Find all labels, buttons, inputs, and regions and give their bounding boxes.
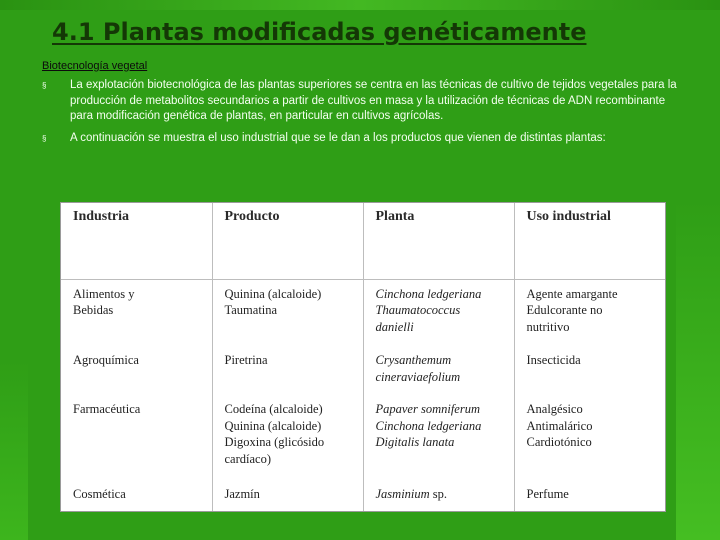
table xyxy=(61,203,665,511)
cell-line: Bebidas xyxy=(73,303,114,317)
cell-line: Jasminium xyxy=(375,487,430,501)
cell-planta xyxy=(363,395,514,480)
bullet-list xyxy=(42,78,682,152)
cell-uso xyxy=(514,480,665,511)
cell-industria xyxy=(61,279,212,346)
table-row xyxy=(61,395,665,480)
cell-line: Quinina (alcaloide) xyxy=(224,286,322,301)
cell-line: Agente amargante xyxy=(526,286,618,301)
cell-line: Analgésico xyxy=(526,402,583,417)
cell-industria xyxy=(61,395,212,480)
cell-planta xyxy=(363,346,514,395)
cell-line: Digoxina (glicósido xyxy=(224,435,325,450)
cell-line: Taumatina xyxy=(224,303,278,317)
section-heading: Biotecnología vegetal xyxy=(42,60,148,72)
bullet-item-1 xyxy=(42,78,682,125)
cell-line: danielli xyxy=(375,319,414,334)
header-planta: Planta xyxy=(363,203,514,279)
bullet-marker: § xyxy=(42,133,47,143)
cell-line: cineraviaefolium xyxy=(375,369,461,384)
cell-uso xyxy=(514,279,665,346)
bullet-item-2 xyxy=(42,131,682,147)
table-row xyxy=(61,346,665,395)
cell-producto xyxy=(212,279,363,346)
cell-line: Alimentos y xyxy=(73,286,135,301)
background-stripe-right xyxy=(676,200,720,540)
cell-line: Papaver somniferum xyxy=(375,402,480,417)
cell-line: Agroquímica xyxy=(73,353,139,368)
slide-title: 4.1 Plantas modificadas genéticamente xyxy=(52,18,587,46)
cell-line: Cosmética xyxy=(73,487,126,501)
cell-line: Edulcorante no xyxy=(526,303,603,317)
table-row xyxy=(61,279,665,346)
cell-producto xyxy=(212,346,363,395)
cell-line: nutritivo xyxy=(526,319,570,334)
cell-producto xyxy=(212,480,363,511)
cell-line: Cinchona ledgeriana xyxy=(375,418,482,433)
cell-producto xyxy=(212,395,363,480)
cell-line: Digitalis lanata xyxy=(375,435,455,450)
cell-industria xyxy=(61,346,212,395)
cell-line: Cinchona ledgeriana xyxy=(375,286,482,301)
bullet-text: A continuación se muestra el uso industrial que se le dan a los productos que vienen de distintas plantas: xyxy=(70,131,606,144)
cell-line: Crysanthemum xyxy=(375,353,452,368)
bullet-text: La explotación biotecnológica de las plantas superiores se centra en las técnicas de cultivo de tejidos vegetales para la producción de metabolitos secundarios a partir de cultivos en masa y la utilización de técnicas de ADN recombinante para modificación genética de plantas, en particular en cultivos agrícolas. xyxy=(70,79,677,122)
cell-uso xyxy=(514,346,665,395)
table-header-row xyxy=(61,203,665,279)
table-row xyxy=(61,480,665,511)
bullet-marker: § xyxy=(42,81,47,90)
industrial-use-table xyxy=(60,202,666,512)
header-industria: Industria xyxy=(61,203,212,279)
cell-line: Jazmín xyxy=(224,487,260,501)
cell-line: Perfume xyxy=(526,487,569,501)
cell-line: cardíaco) xyxy=(224,451,271,466)
background-stripe-left xyxy=(0,360,28,540)
cell-line: Antimalárico xyxy=(526,418,593,433)
cell-industria xyxy=(61,480,212,511)
cell-line: Piretrina xyxy=(224,353,268,368)
cell-line: Farmacéutica xyxy=(73,402,141,417)
header-producto: Producto xyxy=(212,203,363,279)
cell-uso xyxy=(514,395,665,480)
cell-line: Insecticida xyxy=(526,353,581,368)
cell-line: Cardiotónico xyxy=(526,435,592,450)
header-uso-industrial: Uso industrial xyxy=(526,209,611,224)
cell-line: Codeína (alcaloide) xyxy=(224,402,323,417)
cell-line: sp. xyxy=(432,487,448,501)
cell-line: Quinina (alcaloide) xyxy=(224,418,322,433)
background-stripe-top xyxy=(0,0,720,10)
cell-planta xyxy=(363,279,514,346)
cell-planta xyxy=(363,480,514,511)
cell-line: Thaumatococcus xyxy=(375,303,461,317)
